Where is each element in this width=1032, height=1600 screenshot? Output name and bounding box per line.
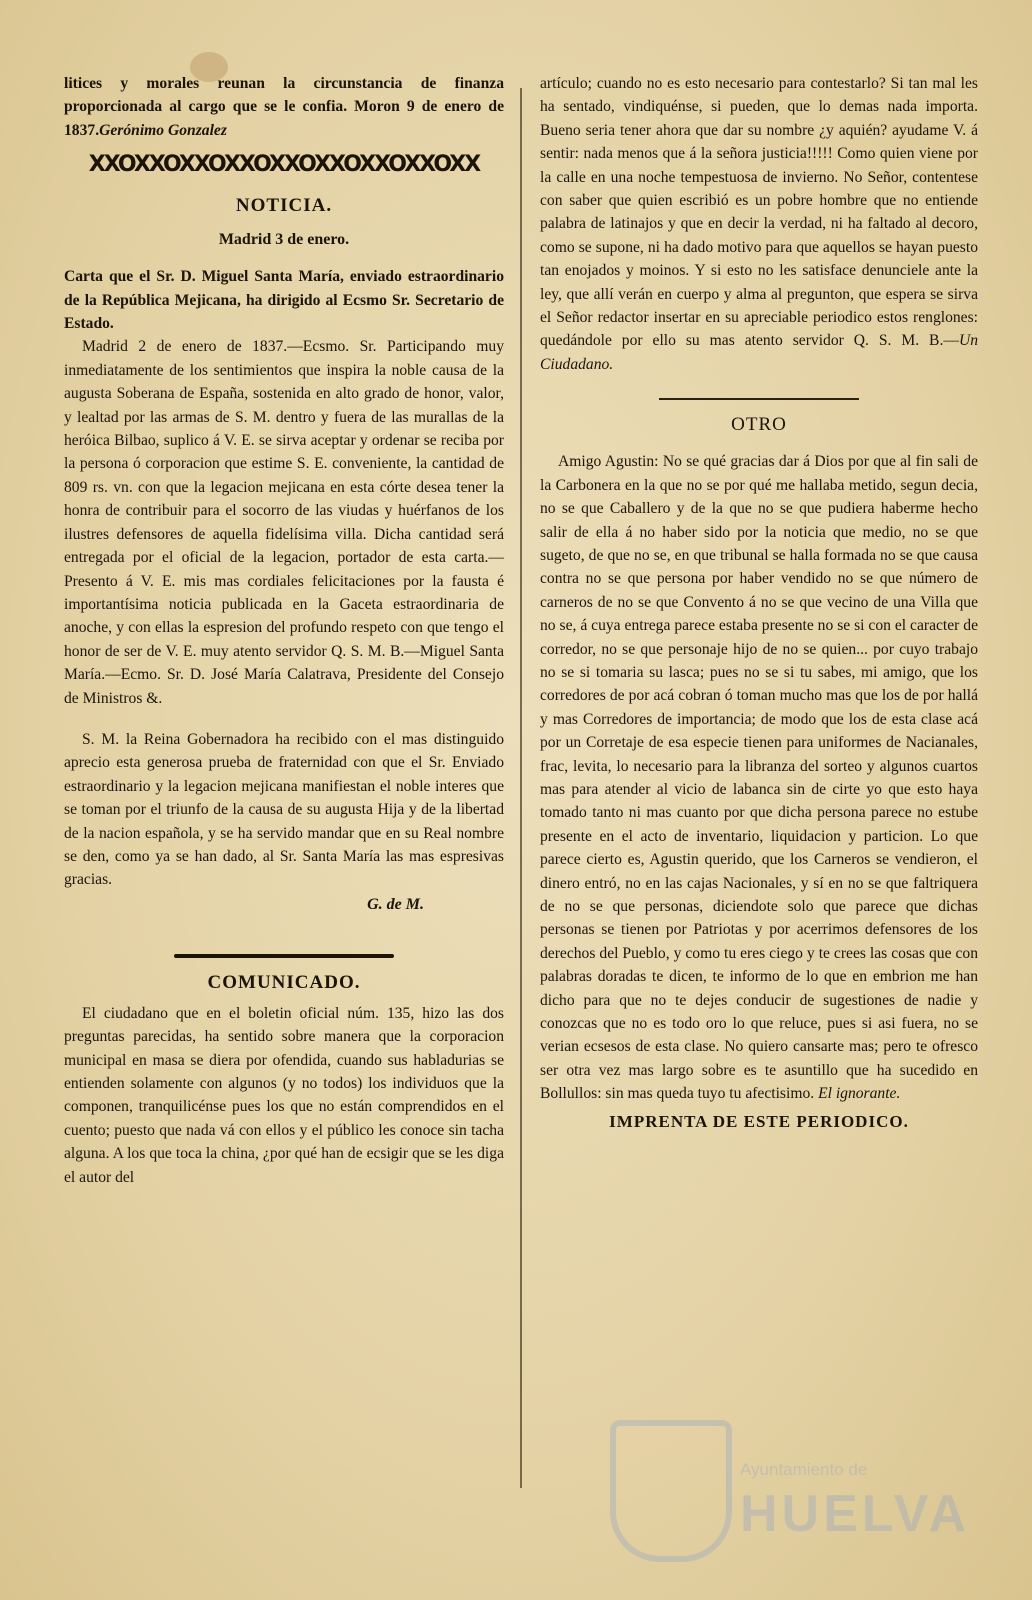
reina-signature: G. de M. xyxy=(367,895,424,913)
section-rule xyxy=(174,954,394,958)
comunicado-signature: Un Ciudadano. xyxy=(540,332,978,373)
noticia-title: NOTICIA. xyxy=(235,195,333,217)
shield-icon xyxy=(610,1420,732,1562)
watermark xyxy=(600,1420,971,1570)
top-fragment: litices y morales reunan la circunstancia de finanza proporcionada al cargo que se le confia. Moron 9 de enero de 1837.Gerónimo Gonzalez xyxy=(64,75,504,139)
comunicado-title: COMUNICADO. xyxy=(207,971,361,993)
reina-text: S. M. la Reina Gobernadora ha recibido con el mas distinguido aprecio esta generosa prueba de fraternidad con que el Sr. Enviado estraordinario y la legacion mejicana manifiestan el noble interes que se toman por el triunfo de la causa de su augusta Hija y de la libertad de la nacion española, y se ha servido mandar que en su Real nombre se den, como ya se han dado, al Sr. Santa María las mas espresivas gracias. xyxy=(64,730,504,889)
imprenta-footer: IMPRENTA DE ESTE PERIODICO. xyxy=(609,1111,909,1131)
comunicado-continuation: artículo; cuando no es esto necesario para contestarlo? Si tan mal les ha sentado, vindiquénse, si pueden, que lo demas nada importa. Bueno seria tener ahora que dar su nombre ¿y aquién? ayudame V. á sentir: nada menos que á la señora justicia!!!!! Como quien viene por la calle en una noche tempestuosa de invierno. No Señor, contentese con saber que quien escribió es un pobre hombre que no entiende palabra de latinajos y que en decir la verdad, ni ha faltado al decoro, como se supone, ni ha dado motivo para que aquellos se hayan puesto tan enojados y moinos. Y si esto no les satisface denunciele ante la ley, que allí verán en cuerpo y alma al pregunton, que espera se sirva el Señor redactor insertar en su apreciable periodico estos renglones: quedándole por ello su mas atento servidor Q. S. M. B.—Un Ciudadano. xyxy=(540,75,978,373)
watermark-small: Ayuntamiento de xyxy=(740,1460,868,1479)
otro-signature: El ignorante. xyxy=(818,1085,901,1103)
ornament-divider: XXOXXOXXOXXOXXOXXOXXOXXOXX xyxy=(88,152,480,178)
otro-text: Amigo Agustin: No se qué gracias dar á Dios por que al fin sali de la Carbonera en la que no se por qué me hallaba metido, segun decia, no se que Caballero y de la que no se que pudiera haberme hecho salir de ella á no haber sido por la noticia que medio, no se que sugeto, de que no se, en que tribunal se halla formada no se que causa contra no se que persona por haber vendido no se que número de carneros de no se que Convento á no se que vecino de una Villa que no se, á cuya entrega parece estaba presente no se si con el caracter de corredor, no se que personaje hijo de no se quien... por cuyo trabajo no se si tomaria su lasca; pues no se si tu sabes, mi amigo, que los corredores de por acá cobran ó toman mucho mas que los de por hallá y mas Corredores de importancia; de modo que los de esta clase acá por un Corretaje de esa especie tienen para uniformes de Nacianales, frac, levita, lo necesario para la libranza del sorteo y algunos cuartos mas para atender al vicio de labanca sin de cirte yo que esto haya tomado tanto ni mas cuanto por que dicha persona parece no estube presente en el acto de inventario, liquidacion y particion. Lo que parece cierto es, Agustin querido, que los Carneros se vendieron, el dinero entró, no en las cajas Nacionales, y sí en no se que faltriquera de no se que personas, diciendote solo que parece que dichas personas se tienen por Patriotas y por acerrimos defensores de los derechos del Pueblo, y como tu eres ciego y te crees las cosas que con palabras doradas te dicen, te informo de lo que en embrion me han dicho para que no te dejes conducir de sugestiones de nadie y conozcas que no es todo oro lo que reluce, pues si asi fuera, no se verian ecsesos de esta clase. No quiero cansarte mas; pero te ofresco ser otra vez mas largo sobre es te asuntillo que ha sucedido en Bollullos: sin mas queda tuyo tu afectisimo. El ignorante. xyxy=(540,453,978,1103)
right-column xyxy=(540,72,978,1132)
column-divider xyxy=(520,88,522,1488)
otro-title: OTRO xyxy=(731,414,787,436)
section-rule-thin xyxy=(659,398,859,400)
top-signature: Gerónimo Gonzalez xyxy=(99,121,227,139)
comunicado-text: El ciudadano que en el boletin oficial núm. 135, hizo las dos preguntas parecidas, ha sentido sobre manera que la corporacion municipal en masa se diera por ofendida, cuando sus habladurias se entienden solamente con algunos (y no todos) los individuos que la componen, tranquilicénse pues los que no están comprendidos en el cuento; puesto que nada vá con ellos y el público les conoce sin tacha alguna. A los que toca la china, ¿por qué han de ecsigir que se les diga el autor del xyxy=(64,1004,504,1186)
left-column xyxy=(64,72,504,1189)
carta-body: Madrid 2 de enero de 1837.—Ecsmo. Sr. Participando muy inmediatamente de los sentimientos que inspira la noble causa de la augusta Soberana de España, sostenida en alto grado de honor, valor, y lealtad por las armas de S. M. dentro y fuera de las murallas de la heróica Bilbao, suplico á V. E. se sirva aceptar y ordenar se reciba por la persona ó corporacion que estime S. E. conveniente, la cantidad de 809 rs. vn. con que la legacion mejicana en esta córte desea tener la honra de contribuir para el socorro de las viudas y huérfanos de los ilustres defensores de aquella fidelísima villa. Dicha cantidad será entregada por el oficial de la legacion, portador de esta carta.—Presento á V. E. mis mas cordiales felicitaciones por la fausta é importantísima noticia publicada en la Gaceta estraordinaria de anoche, y con ellas la espresion del profundo respeto con que tengo el honor de ser de V. E. muy atento servidor Q. S. M. B.—Miguel Santa María.—Ecmo. Sr. D. José María Calatrava, Presidente del Consejo de Ministros &. xyxy=(64,338,504,707)
noticia-place: Madrid 3 de enero. xyxy=(218,231,350,249)
carta-intro: Carta que el Sr. D. Miguel Santa María, enviado estraordinario de la República Mejicana, ha dirigido al Ecsmo Sr. Secretario de Estado. xyxy=(64,268,504,333)
watermark-big: HUELVA xyxy=(740,1485,971,1543)
